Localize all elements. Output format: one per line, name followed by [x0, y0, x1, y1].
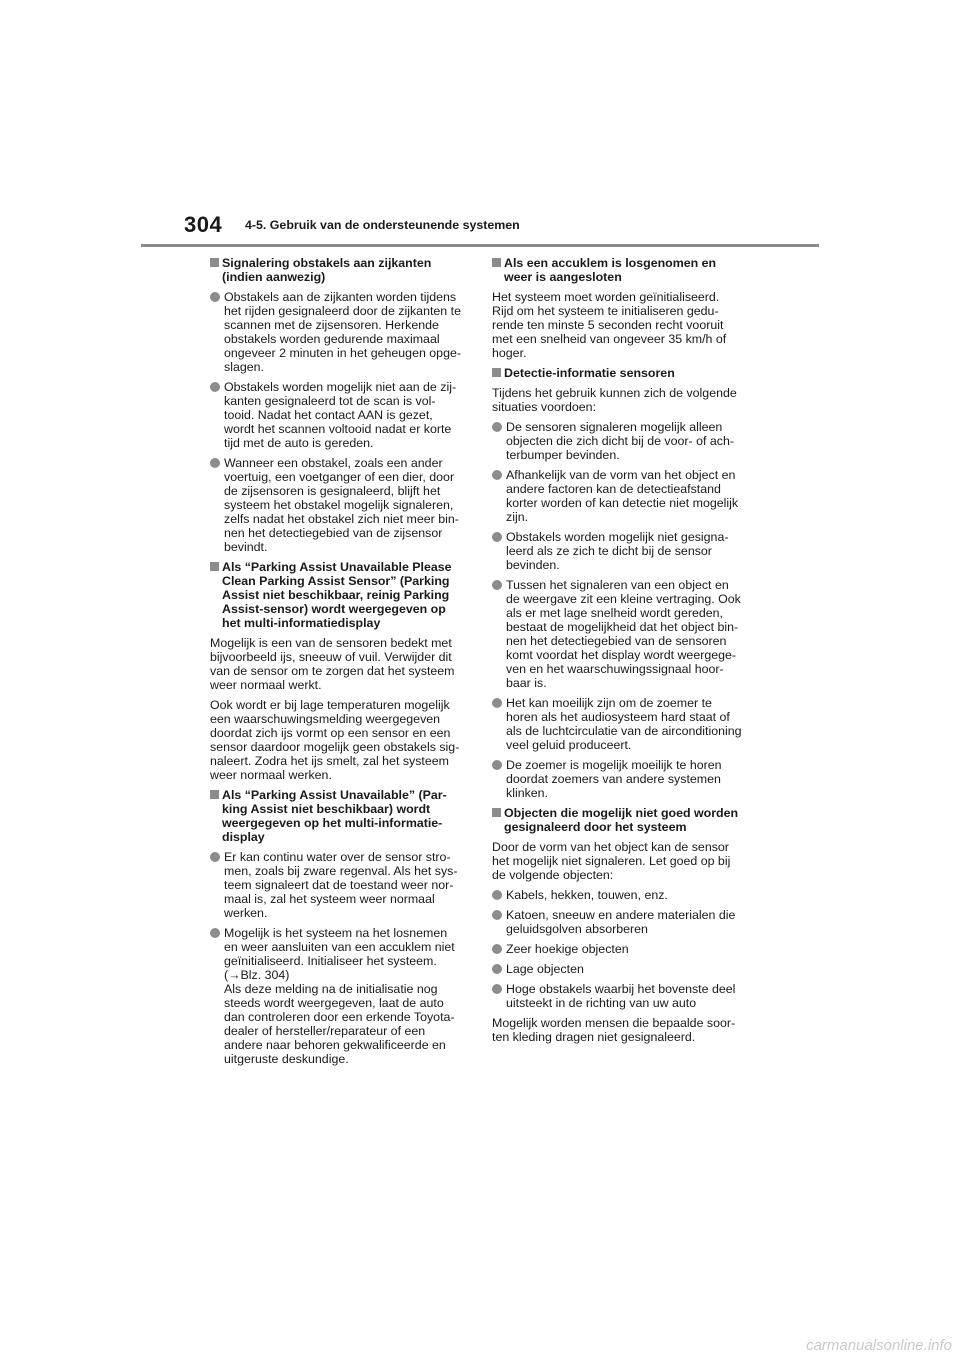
- square-bullet-icon: [492, 366, 504, 380]
- list-item: Wanneer een obstakel, zoals een ander voertuig, een voetganger of een dier, door de zijsensoren is gesignaleerd, blijft het systeem het obstakel mogelijk signaleren, zelfs nadat het obstakel zich niet meer bin- nen het detectiegebied van de zijsensor bevindt.: [210, 456, 466, 554]
- paragraph: Het systeem moet worden geïnitialiseerd. Rijd om het systeem te initialiseren gedu- rende ten minste 5 seconden recht vooruit met een snelheid van ongeveer 35 km/h of hoger.: [492, 290, 727, 360]
- round-bullet-icon: [492, 696, 506, 752]
- list-item: Katoen, sneeuw en andere materialen die geluidsgolven absorberen: [492, 908, 748, 936]
- paragraph: Mogelijk is een van de sensoren bedekt met bijvoorbeeld ijs, sneeuw of vuil. Verwijder dit van de sensor om te zorgen dat het systeem weer normaal werkt.: [210, 636, 455, 692]
- round-bullet-icon: [492, 982, 506, 1010]
- list-item: Kabels, hekken, touwen, enz.: [492, 888, 748, 902]
- list-item: Tussen het signaleren van een object en de weergave zit een kleine vertraging. Ook als er met lage snelheid wordt gereden, bestaat de mogelijkheid dat het object bin- nen het detectiegebied van de sensoren komt voordat het display wordt weergege- ven en het waarschuwingssignaal hoor- baar is.: [492, 578, 748, 690]
- round-bullet-icon: [492, 578, 506, 690]
- paragraph: Tijdens het gebruik kunnen zich de volgende situaties voordoen:: [492, 386, 737, 414]
- list-item: Zeer hoekige objecten: [492, 942, 748, 956]
- round-bullet-icon: [210, 456, 224, 554]
- round-bullet-icon: [210, 290, 224, 374]
- round-bullet-icon: [492, 420, 506, 462]
- round-bullet-icon: [210, 926, 224, 1066]
- list-item: Lage objecten: [492, 962, 748, 976]
- list-item: Het kan moeilijk zijn om de zoemer te horen als het audiosysteem hard staat of als de luchtcirculatie van de airconditioning veel geluid produceert.: [492, 696, 748, 752]
- right-column: [492, 256, 748, 1050]
- list-item: Mogelijk is het systeem na het losnemen en weer aansluiten van een accuklem niet geïnitialiseerd. Initialiseer het systeem. (→Blz. 304) Als deze melding na de initialisatie nog steeds wordt weergegeven, laat de auto dan controleren door een erkende Toyota- dealer of hersteller/reparateur of een andere naar behoren gekwalificeerde en uitgeruste deskundige.: [210, 926, 466, 1066]
- paragraph: Ook wordt er bij lage temperaturen mogelijk een waarschuwingsmelding weergegeven doordat zich ijs vormt op een sensor en een sensor daardoor mogelijk geen obstakels sig- naleert. Zodra het ijs smelt, zal het systeem weer normaal werken.: [210, 698, 460, 782]
- square-bullet-icon: [210, 256, 222, 284]
- round-bullet-icon: [492, 468, 506, 524]
- page-number: 304: [184, 212, 223, 237]
- round-bullet-icon: [492, 942, 506, 956]
- list-item: Obstakels worden mogelijk niet gesigna- leerd als ze zich te dicht bij de sensor bevinden.: [492, 530, 748, 572]
- list-item: De sensoren signaleren mogelijk alleen objecten die zich dicht bij de voor- of ach- terbumper bevinden.: [492, 420, 748, 462]
- header-divider: [141, 244, 819, 247]
- left-column: [210, 256, 466, 1072]
- heading-clean-sensor-message: Als “Parking Assist Unavailable Please Clean Parking Assist Sensor” (Parking Assist niet beschikbaar, reinig Parking Assist-sensor) wordt weergegeven op het multi-informatiedisplay: [210, 560, 466, 630]
- heading-unavailable-message: Als “Parking Assist Unavailable” (Par- king Assist niet beschikbaar) wordt weergegeven op het multi-informatie- display: [210, 788, 466, 844]
- list-item: Hoge obstakels waarbij het bovenste deel uitsteekt in de richting van uw auto: [492, 982, 748, 1010]
- square-bullet-icon: [210, 788, 222, 844]
- heading-battery-terminal: Als een accuklem is losgenomen en weer is aangesloten: [492, 256, 748, 284]
- round-bullet-icon: [210, 380, 224, 450]
- round-bullet-icon: [492, 962, 506, 976]
- round-bullet-icon: [210, 850, 224, 920]
- paragraph: Door de vorm van het object kan de sensor het mogelijk niet signaleren. Let goed op bij de volgende objecten:: [492, 840, 731, 882]
- heading-undetectable-objects: Objecten die mogelijk niet goed worden gesignaleerd door het systeem: [492, 806, 748, 834]
- square-bullet-icon: [492, 806, 504, 834]
- round-bullet-icon: [492, 908, 506, 936]
- list-item: De zoemer is mogelijk moeilijk te horen doordat zoemers van andere systemen klinken.: [492, 758, 748, 800]
- watermark: carmanualsonline.info: [806, 1337, 952, 1354]
- heading-side-obstacle-detection: Signalering obstakels aan zijkanten (indien aanwezig): [210, 256, 466, 284]
- list-item: Obstakels worden mogelijk niet aan de zij- kanten gesignaleerd tot de scan is vol- tooid. Nadat het contact AAN is gezet, wordt het scannen voltooid nadat er korte tijd met de auto is gereden.: [210, 380, 466, 450]
- round-bullet-icon: [492, 530, 506, 572]
- round-bullet-icon: [492, 888, 506, 902]
- list-item: Obstakels aan de zijkanten worden tijdens het rijden gesignaleerd door de zijkanten te scannen met de zijsensoren. Herkende obstakels worden gedurende maximaal ongeveer 2 minuten in het geheugen opge- slagen.: [210, 290, 466, 374]
- paragraph: Mogelijk worden mensen die bepaalde soor- ten kleding dragen niet gesignaleerd.: [492, 1016, 736, 1044]
- square-bullet-icon: [210, 560, 222, 630]
- list-item: Er kan continu water over de sensor stro- men, zoals bij zware regenval. Als het sys- teem signaleert dat de toestand weer nor- maal is, zal het systeem weer normaal werken.: [210, 850, 466, 920]
- heading-sensor-detection-info: Detectie-informatie sensoren: [492, 366, 748, 380]
- list-item: Afhankelijk van de vorm van het object en andere factoren kan de detectieafstand korter worden of kan detectie niet mogelijk zijn.: [492, 468, 748, 524]
- round-bullet-icon: [492, 758, 506, 800]
- section-title: 4-5. Gebruik van de ondersteunende systemen: [245, 218, 520, 232]
- square-bullet-icon: [492, 256, 504, 284]
